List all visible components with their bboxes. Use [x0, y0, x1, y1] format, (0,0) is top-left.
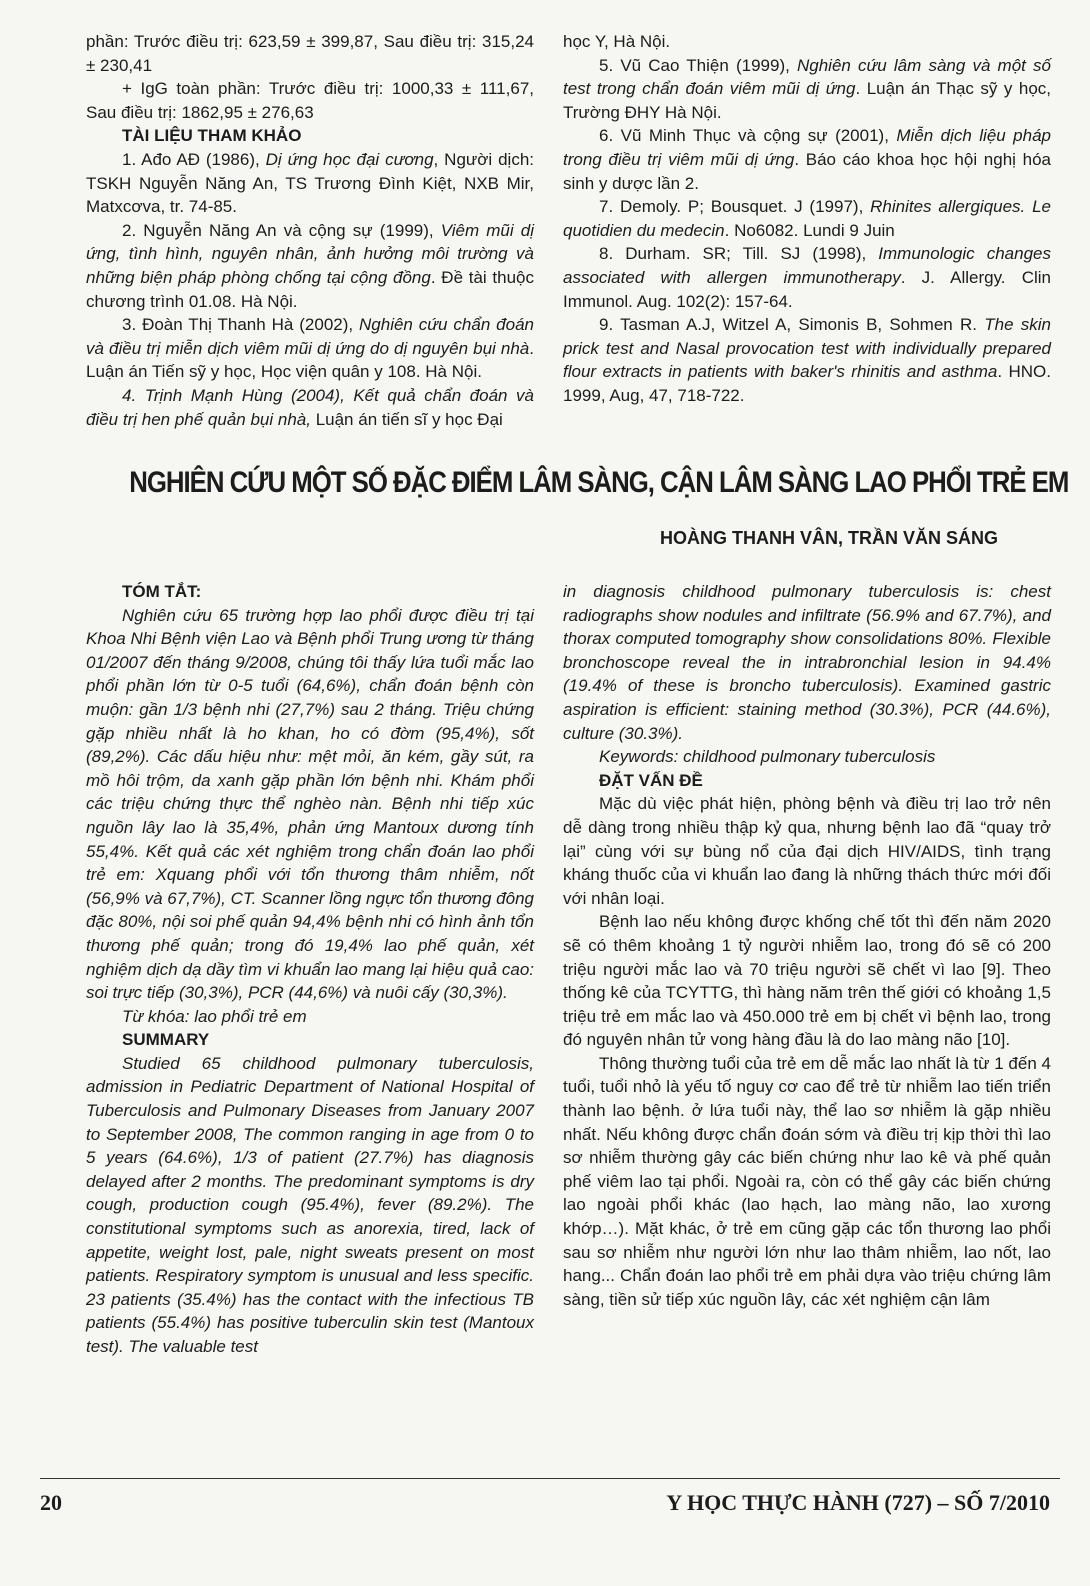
text: Luận án tiến sĩ y học Đại	[310, 409, 503, 429]
text: 2. Nguyễn Năng An và cộng sự (1999),	[122, 220, 441, 240]
text: 1. Ađo AĐ (1986),	[122, 149, 266, 169]
text: SUMMARY	[122, 1030, 210, 1050]
text: 9. Tasman A.J, Witzel A, Simonis B, Sohmen R.	[599, 315, 985, 335]
text: học Y, Hà Nội.	[563, 32, 671, 51]
references-column-right	[563, 30, 1051, 408]
references-column-left	[86, 30, 534, 431]
text: 7. Demoly. P; Bousquet. J (1997),	[599, 197, 871, 217]
italic-text: Immunologic changes associated with allergen immunotherapy	[563, 244, 1051, 287]
text: TÀI LIỆU THAM KHẢO	[122, 126, 302, 146]
italic-text: Rhinites allergiques. Le quotidien du medecin	[563, 197, 1051, 240]
paragraph	[563, 242, 1051, 313]
article-column-left	[86, 580, 534, 1359]
paragraph	[563, 1052, 1051, 1312]
text: Mặc dù việc phát hiện, phòng bệnh và điều trị lao trở nên dễ dàng trong nhiều thập kỷ qua, nhưng bệnh lao đã “quay trở lại” cùng với sự bùng nổ của đại dịch HIV/AIDS, tình trạng kháng thuốc của vi khuẩn lao đang là những thách thức mới đối với nhân loại.	[563, 794, 1051, 908]
section-heading	[86, 580, 534, 604]
paragraph	[86, 1052, 534, 1359]
paragraph	[563, 195, 1051, 242]
text: . HNO. 1999, Aug, 47, 718-722.	[563, 362, 1051, 405]
paragraph	[86, 219, 534, 313]
text: . Luận án Tiến sỹ y học, Học viện quân y 108. Hà Nội.	[86, 338, 534, 382]
text: + IgG toàn phần: Trước điều trị: 1000,33 ± 111,67, Sau điều trị: 1862,95 ± 276,63	[86, 79, 534, 122]
italic-text: Nghiên cứu 65 trường hợp lao phổi được điều trị tại Khoa Nhi Bệnh viện Lao và Bệnh phổi Trung ương từ tháng 01/2007 đến tháng 9/2008, chúng tôi thấy lứa tuổi mắc lao phổi phần lớn từ 0-5 tuổi (64,6%), chẩn đoán bệnh còn muộn: gần 1/3 bệnh nhi (27,7%) sau 2 tháng. Triệu chứng gặp nhiều nhất là ho khan, ho có đờm (95,4%), sốt (89,2%). Các dấu hiệu như: mệt mỏi, ăn kém, gầy sút, ra mồ hôi trộm, da xanh gặp phần lớn bệnh nhi. Khám phổi các triệu chứng thực thể nghèo nàn. Bệnh nhi tiếp xúc nguồn lây lao là 35,4%, phản ứng Mantoux dương tính 55,4%. Kết quả các xét nghiệm trong chẩn đoán lao phổi trẻ em: Xquang phổi với tổn thương thâm nhiễm, nốt (56,9% và 67,7%), CT. Scanner lồng ngực tổn thương đông đặc 80%, nội soi phế quản 94,4% bệnh nhi có hình ảnh tổn thương phế quản; trong đó 19,4% lao phế quản, xét nghiệm dịch dạ dầy tìm vi khuẩn lao mang lại hiệu quả cao: soi trực tiếp (30,3%), PCR (44,6%) và nuôi cấy (30,3%).	[86, 605, 534, 1003]
italic-text: Miễn dịch liệu pháp trong điều trị viêm mũi dị ứng	[563, 126, 1052, 169]
paragraph	[563, 910, 1051, 1052]
text: . Báo cáo khoa học hội nghị hóa sinh y dược lần 2.	[563, 149, 1051, 193]
paragraph	[563, 30, 1051, 54]
italic-text: Từ khóa: lao phổi trẻ em	[122, 1006, 307, 1026]
text: Bệnh lao nếu không được khống chế tốt thì đến năm 2020 sẽ có thêm khoảng 1 tỷ người nhiễm lao, trong đó sẽ có 200 triệu người mắc lao và 70 triệu người sẽ chết vì lao [9]. Theo thống kê của TCYTTG, thì hàng năm trên thế giới có khoảng 1,5 triệu trẻ em mắc lao và 450.000 trẻ em bị chết vì bệnh lao, trong đó nguyên nhân tử vong hàng đầu là do lao màng não [10].	[563, 912, 1051, 1050]
italic-text: The skin prick test and Nasal provocation test with individually prepared flour extracts in patients with baker's rhinitis and asthma	[563, 315, 1052, 382]
italic-text: Studied 65 childhood pulmonary tuberculosis, admission in Pediatric Department of National Hospital of Tuberculosis and Pulmonary Diseases from January 2007 to September 2008, The common ranging in age from 0 to 5 years (64.6%), 1/3 of patient (27.7%) has diagnosis delayed after 2 months. The predominant symptoms is dry cough, production cough (95.4%), fever (89.2%). The constitutional symptoms such as anorexia, tired, lack of appetite, weight lost, pale, night sweats present on most patients. Respiratory symptom is unusual and less specific. 23 patients (35.4%) has the contact with the infectious TB patients (55.4%) has positive tuberculin skin test (Mantoux test). The valuable test	[86, 1053, 534, 1356]
text: . Luận án Thạc sỹ y học, Trường ĐHY Hà Nội.	[563, 79, 1052, 122]
text: . No6082. Lundi 9 Juin	[724, 220, 895, 240]
text: 3. Đoàn Thị Thanh Hà (2002),	[122, 315, 360, 335]
text: , Người dịch: TSKH Nguyễn Năng An, TS Trương Đình Kiệt, NXB Mir, Matxcơva, tr. 74-85.	[86, 149, 535, 217]
text: . J. Allergy. Clin Immunol. Aug. 102(2): 157-64.	[563, 267, 1051, 311]
italic-text: Viêm mũi dị ứng, tình hình, nguyên nhân, ảnh hưởng môi trường và những biện pháp phòng chống tại cộng đồng	[86, 220, 534, 287]
page-number: 20	[40, 1490, 62, 1515]
paragraph	[86, 148, 534, 219]
paragraph	[563, 124, 1051, 195]
text: 5. Vũ Cao Thiện (1999),	[599, 55, 797, 75]
paragraph	[86, 313, 534, 384]
italic-text: Dị ứng học đại cương	[265, 149, 434, 169]
italic-text: Keywords: childhood pulmonary tuberculosis	[599, 747, 936, 767]
text: . Đề tài thuộc chương trình 01.08. Hà Nội.	[86, 267, 535, 311]
article-authors: HOÀNG THANH VÂN, TRẦN VĂN SÁNG	[659, 528, 998, 548]
section-heading	[86, 1028, 534, 1052]
text: 6. Vũ Minh Thục và cộng sự (2001),	[599, 126, 897, 146]
article-title: NGHIÊN CỨU MỘT SỐ ĐẶC ĐIỂM LÂM SÀNG, CẬN LÂM SÀNG LAO PHỔI TRẺ EM	[129, 466, 1069, 499]
text: phần: Trước điều trị: 623,59 ± 399,87, Sau điều trị: 315,24 ± 230,41	[86, 32, 534, 75]
text: ĐẶT VẤN ĐỀ	[599, 770, 703, 790]
paragraph	[86, 384, 534, 431]
journal-footer: Y HỌC THỰC HÀNH (727) – SỐ 7/2010	[666, 1490, 1050, 1515]
italic-text: Nghiên cứu chẩn đoán và điều trị miễn dịch viêm mũi dị ứng do dị nguyên bụi nhà	[86, 315, 534, 358]
text: TÓM TẮT:	[122, 582, 202, 601]
paragraph	[86, 30, 534, 77]
italic-text: in diagnosis childhood pulmonary tuberculosis is: chest radiographs show nodules and infiltrate (56.9% and 67.7%), and thorax computed tomography show consolidations 80%. Flexible bronchoscope reveal the in intrabronchial lesion in 94.4% (19.4% of these is broncho tuberculosis). Examined gastric aspiration is efficient: staining method (30.3%), PCR (44.6%), culture (30.3%).	[563, 582, 1051, 743]
paragraph	[563, 580, 1051, 745]
paragraph	[86, 604, 534, 1005]
article-column-right	[563, 580, 1051, 1311]
section-heading	[563, 769, 1051, 793]
italic-text: Nghiên cứu lâm sàng và một số test trong chẩn đoán viêm mũi dị ứng	[563, 55, 1052, 99]
paragraph	[563, 313, 1051, 407]
text: Thông thường tuổi của trẻ em dễ mắc lao nhất là từ 1 đến 4 tuổi, tuổi nhỏ là yếu tố nguy cơ cao để trẻ từ nhiễm lao tiến triển thành lao bệnh. ở lứa tuổi này, thể lao sơ nhiễm là gặp nhiều nhất. Nếu không được chẩn đoán sớm và điều trị kịp thời thì lao sơ nhiễm thường gây các biến chứng như lao kê và phế quản phế viêm lao tại phổi. Ngoài ra, còn có thể gây các biến chứng lao ngoài phổi khác (lao hạch, lao màng não, lao xương khớp…). Mặt khác, ở trẻ em cũng gặp các tổn thương lao phổi sau sơ nhiễm như người lớn như lao thâm nhiễm, lao nốt, lao hang... Chẩn đoán lao phổi trẻ em phải dựa vào triệu chứng lâm sàng, tiền sử tiếp xúc nguồn lây, các xét nghiệm cận lâm	[563, 1053, 1051, 1309]
paragraph	[86, 77, 534, 124]
paragraph	[563, 792, 1051, 910]
text: 8. Durham. SR; Till. SJ (1998),	[599, 244, 879, 264]
section-heading	[86, 124, 534, 148]
italic-text: 4. Trịnh Mạnh Hùng (2004), Kết quả chẩn đoán và điều trị hen phế quản bụi nhà,	[86, 385, 534, 429]
paragraph	[563, 54, 1051, 125]
paragraph	[563, 745, 1051, 769]
paragraph	[86, 1005, 534, 1029]
footer-divider	[40, 1478, 1060, 1479]
